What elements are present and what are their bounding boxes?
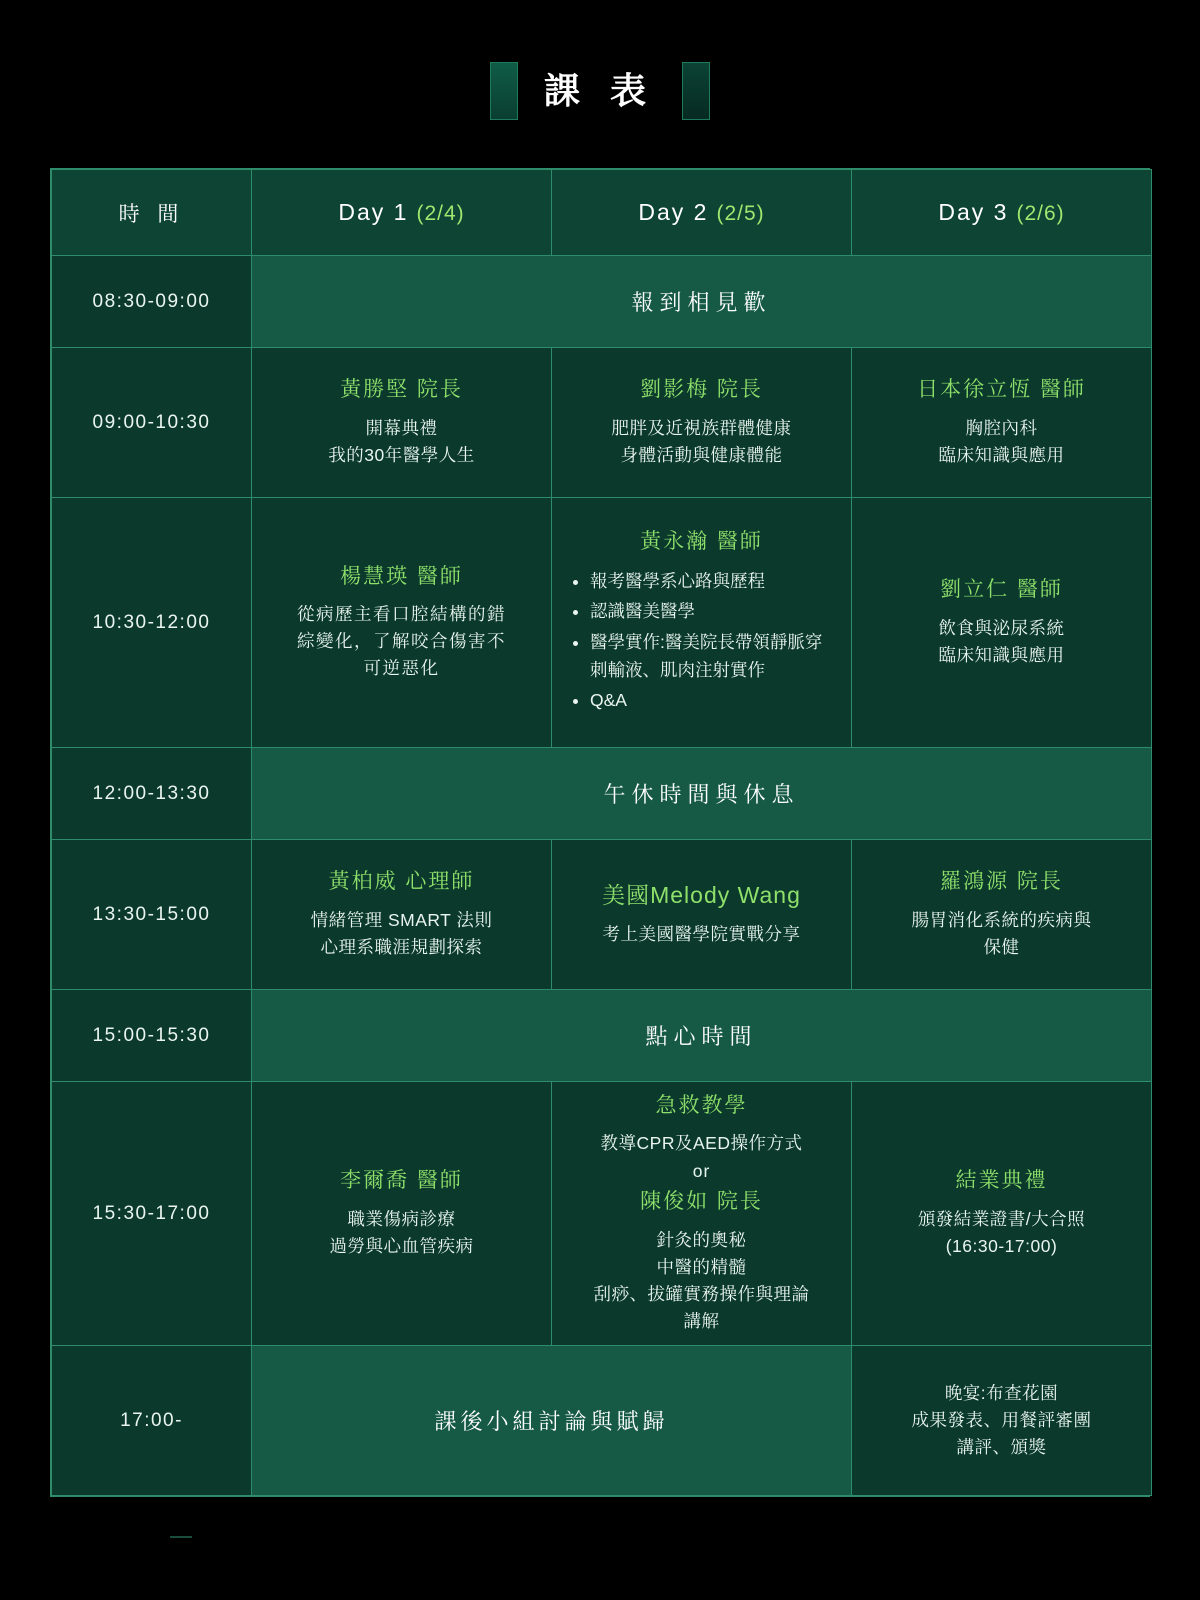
speaker-name: 日本徐立恆 醫師: [917, 378, 1086, 402]
session-cell-day2: [552, 1082, 852, 1346]
session-cell-day3: [852, 348, 1152, 498]
speaker-name: 美國Melody Wang: [602, 882, 801, 909]
speaker-name: 劉影梅 院長: [640, 378, 763, 402]
table-row: [52, 1082, 1152, 1346]
page-title: [0, 0, 1200, 120]
title-decoration-left-icon: [490, 62, 518, 120]
session-cell-day3: [852, 1346, 1152, 1496]
session-desc: 教導CPR及AED操作方式: [600, 1133, 803, 1154]
session-cell-day3: [852, 840, 1152, 990]
time-slot: 13:30-15:00: [52, 840, 252, 990]
speaker-name: 黃永瀚 醫師: [640, 530, 763, 554]
session-cell-day2: [552, 498, 852, 748]
session-desc: 肥胖及近視族群體健康 身體活動與健康體能: [611, 417, 792, 465]
table-row: [52, 840, 1152, 990]
time-slot: 15:00-15:30: [52, 990, 252, 1082]
table-row: [52, 348, 1152, 498]
footer-decoration-icon: [170, 1536, 192, 1538]
list-item: • 醫學實作:醫美院長帶領靜脈穿刺輸液、肌肉注射實作: [590, 628, 839, 685]
time-slot: 17:00-: [52, 1346, 252, 1496]
header-day-3: Day 3 (2/6): [852, 170, 1152, 256]
header-day-2: Day 2 (2/5): [552, 170, 852, 256]
time-slot: 15:30-17:00: [52, 1082, 252, 1346]
table-row: [52, 1346, 1152, 1496]
speaker-name: 楊慧瑛 醫師: [340, 564, 463, 588]
session-desc: 頒發結業證書/大合照 (16:30-17:00): [917, 1208, 1086, 1256]
time-slot: 10:30-12:00: [52, 498, 252, 748]
session-cell-day2: [552, 348, 852, 498]
table-row: [52, 748, 1152, 840]
session-desc: 開幕典禮 我的30年醫學人生: [328, 417, 475, 465]
session-desc: 考上美國醫學院實戰分享: [602, 924, 801, 945]
list-item: • 認識醫美醫學: [590, 597, 839, 625]
session-cell-day3: [852, 1082, 1152, 1346]
session-cell-day3: [852, 498, 1152, 748]
time-slot: 08:30-09:00: [52, 256, 252, 348]
session-or-separator: or: [692, 1161, 711, 1182]
session-bullet-list: [564, 567, 839, 715]
title-decoration-right-icon: [682, 62, 710, 120]
full-width-session: 課後小組討論與賦歸: [252, 1346, 852, 1496]
session-cell-day1: [252, 348, 552, 498]
time-slot: 12:00-13:30: [52, 748, 252, 840]
full-width-session: 午休時間與休息: [252, 748, 1152, 840]
list-item: • Q&A: [590, 686, 839, 714]
schedule-table-wrap: [50, 168, 1150, 1497]
header-day-1: Day 1 (2/4): [252, 170, 552, 256]
session-desc: 從病歷主看口腔結構的錯 綜變化，了解咬合傷害不 可逆惡化: [297, 603, 506, 679]
session-cell-day2: [552, 840, 852, 990]
speaker-name: 李爾喬 醫師: [340, 1169, 463, 1193]
speaker-name: 黃柏威 心理師: [328, 870, 475, 894]
session-cell-day1: [252, 840, 552, 990]
full-width-session: 報到相見歡: [252, 256, 1152, 348]
speaker-name: 羅鴻源 院長: [940, 870, 1063, 894]
session-desc: 胸腔內科 臨床知識與應用: [938, 417, 1065, 465]
session-desc: 晚宴:布查花園 成果發表、用餐評審團 講評、頒獎: [911, 1383, 1092, 1458]
list-item: • 報考醫學系心路與歷程: [590, 567, 839, 595]
session-desc: 腸胃消化系統的疾病與 保健: [911, 909, 1092, 957]
time-slot: 09:00-10:30: [52, 348, 252, 498]
speaker-name: 陳俊如 院長: [640, 1190, 763, 1214]
table-row: [52, 256, 1152, 348]
session-topic-title: 結業典禮: [955, 1169, 1048, 1193]
full-width-session: 點心時間: [252, 990, 1152, 1082]
table-row: [52, 990, 1152, 1082]
schedule-table: [51, 169, 1152, 1496]
session-cell-day1: [252, 1082, 552, 1346]
session-desc: 情緒管理 SMART 法則 心理系職涯規劃探索: [310, 909, 493, 957]
speaker-name: 劉立仁 醫師: [940, 578, 1063, 602]
session-topic-title: 急救教學: [655, 1094, 748, 1117]
speaker-name: 黃勝堅 院長: [340, 378, 463, 402]
title-text: 課 表: [543, 70, 656, 111]
session-desc: 職業傷病診療 過勞與心血管疾病: [329, 1208, 474, 1256]
table-header-row: [52, 170, 1152, 256]
session-cell-day1: [252, 498, 552, 748]
header-time: 時 間: [52, 170, 252, 256]
session-desc-2: 針灸的奧秘 中醫的精髓 刮痧、拔罐實務操作與理論 講解: [593, 1229, 810, 1332]
table-row: [52, 498, 1152, 748]
session-desc: 飲食與泌尿系統 臨床知識與應用: [938, 617, 1065, 665]
